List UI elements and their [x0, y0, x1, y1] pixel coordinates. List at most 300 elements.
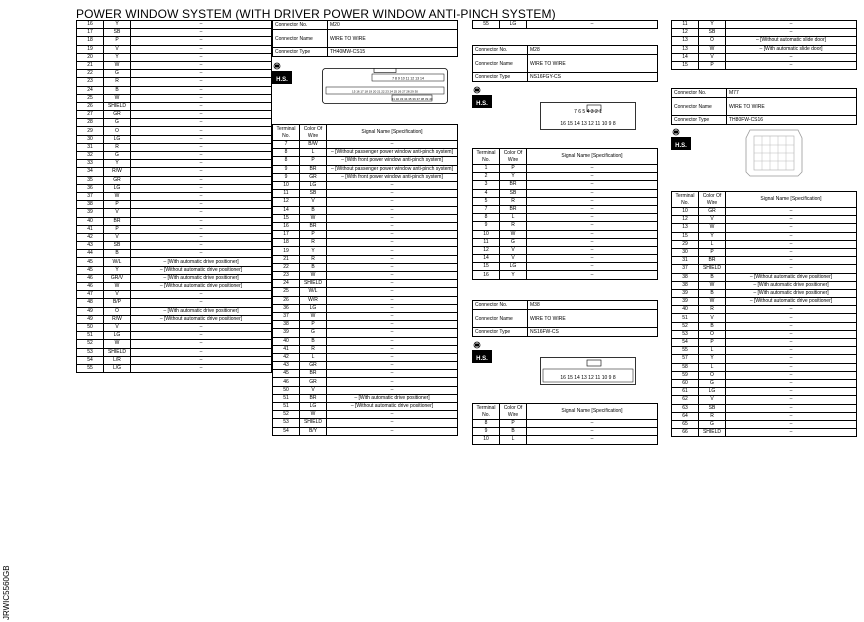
table-row [672, 273, 857, 281]
table-row [77, 152, 272, 160]
terminal-cell: 39 [672, 289, 699, 297]
terminal-cell: 39 [672, 298, 699, 306]
wire-color-cell: G [300, 329, 327, 337]
signal-name-cell: – [131, 37, 272, 45]
table-row [672, 355, 857, 363]
signal-name-cell: – [726, 396, 857, 404]
signal-name-cell: – [327, 386, 458, 394]
signal-name-cell: – [With automatic drive positioner] [327, 394, 458, 402]
m20-no: M20 [328, 21, 458, 30]
signal-name-cell: – [726, 314, 857, 322]
terminal-cell: 40 [672, 306, 699, 314]
terminal-cell: 8 [273, 149, 300, 157]
terminal-cell: 46 [77, 283, 104, 291]
connector-info-m77: Connector No. M77 Connector Name WIRE TO WIRE Connector Type TH80FW-CS16 [671, 88, 857, 125]
signal-name-cell: – [131, 348, 272, 356]
table-row [273, 272, 458, 280]
terminal-cell: 49 [77, 315, 104, 323]
terminal-cell: 15 [672, 61, 699, 69]
wire-color-cell: SB [500, 189, 527, 197]
signal-name-cell: – [327, 304, 458, 312]
signal-name-cell: – [327, 427, 458, 435]
table-row [273, 370, 458, 378]
table-row [273, 231, 458, 239]
signal-name-cell: – [527, 197, 658, 205]
table-row [672, 404, 857, 412]
signal-name-cell: – [327, 370, 458, 378]
signal-name-cell: – [131, 102, 272, 110]
table-row [77, 70, 272, 78]
table-row [77, 160, 272, 168]
terminal-cell: 29 [77, 127, 104, 135]
signal-name-cell: – [726, 355, 857, 363]
signal-name-cell: – [With automatic slide door] [726, 45, 857, 53]
terminal-cell: 31 [672, 257, 699, 265]
m20-pins-row2: 15 16 17 18 19 20 21 22 23 24 25 26 27 28 29 30 [352, 89, 418, 94]
column-header: Signal Name [Specification] [527, 149, 658, 165]
signal-name-cell: – [327, 263, 458, 271]
wire-color-cell: SHIELD [699, 265, 726, 273]
terminal-cell: 52 [273, 411, 300, 419]
signal-name-cell: – [With automatic drive positioner] [131, 307, 272, 315]
terminal-cell: 23 [273, 272, 300, 280]
terminal-cell: 31 [77, 143, 104, 151]
page-code: JRWIC5560GB [2, 565, 11, 620]
signal-name-cell: – [327, 329, 458, 337]
signal-name-cell: – [131, 299, 272, 307]
terminal-cell: 57 [672, 355, 699, 363]
wire-color-cell: R [300, 255, 327, 263]
terminal-cell: 13 [672, 37, 699, 45]
wire-color-cell: W [104, 61, 131, 69]
terminal-cell: 14 [273, 206, 300, 214]
wire-color-cell: Y [699, 21, 726, 29]
signal-name-cell: – [327, 214, 458, 222]
table-row [672, 45, 857, 53]
wire-color-cell: G [500, 238, 527, 246]
table-row [473, 222, 658, 230]
terminal-cell: 17 [77, 29, 104, 37]
wire-color-cell: SHIELD [300, 419, 327, 427]
table-row [672, 232, 857, 240]
table-row [273, 222, 458, 230]
wire-color-cell: W/L [104, 258, 131, 266]
signal-name-cell: – [131, 340, 272, 348]
signal-name-cell: – [327, 353, 458, 361]
table-row [672, 224, 857, 232]
table-row [77, 127, 272, 135]
terminal-cell: 20 [77, 53, 104, 61]
signal-name-cell: – [726, 404, 857, 412]
table-row [77, 78, 272, 86]
wire-color-cell: O [699, 371, 726, 379]
wire-color-cell: SB [300, 190, 327, 198]
terminal-cell: 9 [473, 222, 500, 230]
terminal-cell: 7 [273, 141, 300, 149]
wire-color-cell: Y [699, 355, 726, 363]
table-row [672, 61, 857, 69]
wire-color-cell: L [699, 347, 726, 355]
table-row [77, 348, 272, 356]
terminal-cell: 8 [473, 214, 500, 222]
svg-text:H.S.: H.S. [476, 101, 488, 107]
table-row [672, 289, 857, 297]
signal-name-cell: – [726, 265, 857, 273]
terminal-table-col1 [76, 20, 272, 373]
signal-name-cell: – [726, 363, 857, 371]
wire-color-cell: W [300, 312, 327, 320]
terminal-cell: 8 [473, 420, 500, 428]
wire-color-cell: P [300, 157, 327, 165]
table-row [672, 412, 857, 420]
signal-name-cell: – [327, 198, 458, 206]
table-row [77, 192, 272, 200]
wire-color-cell: BR [300, 222, 327, 230]
table-row [77, 315, 272, 323]
signal-name-cell: – [131, 86, 272, 94]
wire-color-cell: P [104, 225, 131, 233]
wire-color-cell: W [300, 411, 327, 419]
table-row [273, 304, 458, 312]
signal-name-cell: – [726, 339, 857, 347]
terminal-cell: 36 [77, 184, 104, 192]
signal-name-cell: – [726, 208, 857, 216]
terminal-cell: 1 [473, 165, 500, 173]
terminal-cell: 63 [672, 404, 699, 412]
terminal-cell: 47 [77, 291, 104, 299]
column-header: Terminal No. [473, 404, 500, 420]
signal-name-cell: – [327, 296, 458, 304]
terminal-cell: 41 [77, 225, 104, 233]
wire-color-cell: V [699, 216, 726, 224]
signal-name-cell: – [527, 420, 658, 428]
terminal-cell: 26 [273, 296, 300, 304]
table-row [273, 173, 458, 181]
terminal-cell: 51 [273, 394, 300, 402]
wire-color-cell: W [104, 283, 131, 291]
terminal-cell: 44 [77, 250, 104, 258]
signal-name-cell: – [131, 29, 272, 37]
column-header: Color Of Wire [699, 192, 726, 208]
wire-color-cell: W [300, 272, 327, 280]
wire-color-cell: SHIELD [104, 348, 131, 356]
wire-color-cell: P [104, 37, 131, 45]
signal-name-cell: – [131, 332, 272, 340]
signal-name-cell: – [131, 233, 272, 241]
wire-color-cell: L [300, 353, 327, 361]
terminal-cell: 50 [273, 386, 300, 394]
signal-name-cell: – [327, 419, 458, 427]
signal-name-cell: – [726, 420, 857, 428]
table-row [77, 356, 272, 364]
label-connector-type: Connector Type [273, 48, 328, 57]
wire-color-cell: P [699, 248, 726, 256]
table-row [672, 29, 857, 37]
signal-name-cell: – [726, 61, 857, 69]
signal-name-cell: – [Without automatic drive positioner] [131, 266, 272, 274]
table-row [273, 255, 458, 263]
wire-color-cell: B [500, 428, 527, 436]
wire-color-cell: W [500, 230, 527, 238]
wire-color-cell: SB [104, 29, 131, 37]
wire-color-cell: V [500, 246, 527, 254]
wire-color-cell: L [699, 240, 726, 248]
signal-name-cell: – [726, 53, 857, 61]
wire-color-cell: V [300, 198, 327, 206]
table-row [672, 298, 857, 306]
signal-name-cell: – [527, 222, 658, 230]
signal-name-cell: – [327, 312, 458, 320]
table-row [77, 250, 272, 258]
terminal-cell: 10 [473, 230, 500, 238]
terminal-table-col3-top [472, 20, 658, 29]
wire-color-cell: R [500, 222, 527, 230]
table-row [77, 299, 272, 307]
table-row [672, 265, 857, 273]
signal-name-cell: – [131, 225, 272, 233]
label-connector-no: Connector No. [273, 21, 328, 30]
wire-color-cell: G [104, 152, 131, 160]
signal-name-cell: – [527, 436, 658, 444]
terminal-table-m28 [472, 148, 658, 280]
table-row [473, 428, 658, 436]
wire-color-cell: B/P [104, 299, 131, 307]
table-row [77, 45, 272, 53]
signal-name-cell: – [With front power window anti-pinch system] [327, 157, 458, 165]
wire-color-cell: GR [104, 176, 131, 184]
table-row [77, 209, 272, 217]
m38-no: M38 [528, 301, 658, 310]
terminal-cell: 37 [273, 312, 300, 320]
table-row [473, 420, 658, 428]
terminal-cell: 51 [672, 314, 699, 322]
signal-name-cell: – [With automatic drive positioner] [726, 289, 857, 297]
terminal-table-m38 [472, 403, 658, 445]
table-row [473, 238, 658, 246]
wire-color-cell: P [699, 339, 726, 347]
column-header: Terminal No. [473, 149, 500, 165]
wire-color-cell: B [104, 86, 131, 94]
table-row [77, 283, 272, 291]
signal-name-cell: – [131, 192, 272, 200]
terminal-cell: 13 [672, 224, 699, 232]
terminal-cell: 19 [273, 247, 300, 255]
wire-color-cell: W [104, 340, 131, 348]
wire-color-cell: LG [699, 388, 726, 396]
table-row [77, 258, 272, 266]
table-header-row [672, 192, 857, 208]
terminal-cell: 11 [672, 21, 699, 29]
column-header: Color Of Wire [500, 149, 527, 165]
wire-color-cell: GR [300, 173, 327, 181]
table-row [77, 233, 272, 241]
m77-name: WIRE TO WIRE [727, 98, 857, 116]
table-row [77, 184, 272, 192]
table-row [77, 21, 272, 29]
wire-color-cell: V [300, 386, 327, 394]
signal-name-cell: – [527, 165, 658, 173]
signal-name-cell: – [327, 181, 458, 189]
column-header: Signal Name [Specification] [527, 404, 658, 420]
table-row [273, 198, 458, 206]
terminal-cell: 13 [672, 45, 699, 53]
signal-name-cell: – [327, 280, 458, 288]
signal-name-cell: – [131, 176, 272, 184]
wire-color-cell: O [699, 330, 726, 338]
wire-color-cell: LG [300, 181, 327, 189]
wire-color-cell: BR [104, 217, 131, 225]
table-row [672, 371, 857, 379]
wire-color-cell: G [699, 379, 726, 387]
wire-color-cell: R [699, 412, 726, 420]
terminal-cell: 22 [77, 70, 104, 78]
signal-name-cell: – [131, 217, 272, 225]
wire-color-cell: P [699, 61, 726, 69]
table-row [77, 86, 272, 94]
table-row [77, 176, 272, 184]
m28-type: NS16FGY-CS [528, 73, 658, 82]
table-row [473, 436, 658, 444]
signal-name-cell: – [726, 322, 857, 330]
signal-name-cell: – [131, 184, 272, 192]
table-row [473, 21, 658, 29]
signal-name-cell: – [131, 356, 272, 364]
terminal-cell: 15 [672, 232, 699, 240]
terminal-cell: 36 [273, 304, 300, 312]
signal-name-cell: – [131, 78, 272, 86]
table-row [77, 61, 272, 69]
table-row [273, 239, 458, 247]
signal-name-cell: – [527, 238, 658, 246]
wire-color-cell: Y [104, 53, 131, 61]
terminal-cell: 27 [77, 111, 104, 119]
terminal-cell: 9 [273, 165, 300, 173]
terminal-cell: 37 [672, 265, 699, 273]
terminal-cell: 41 [273, 345, 300, 353]
wire-color-cell: GR [104, 111, 131, 119]
wire-color-cell: B [699, 289, 726, 297]
wire-color-cell: R [300, 345, 327, 353]
terminal-cell: 30 [77, 135, 104, 143]
hs-icon [472, 86, 492, 108]
terminal-cell: 10 [672, 208, 699, 216]
terminal-cell: 22 [273, 263, 300, 271]
terminal-cell: 15 [273, 214, 300, 222]
terminal-cell: 12 [273, 198, 300, 206]
table-row [77, 111, 272, 119]
terminal-cell: 14 [473, 255, 500, 263]
signal-name-cell: – [327, 272, 458, 280]
signal-name-cell: – [327, 247, 458, 255]
table-row [273, 247, 458, 255]
signal-name-cell: – [726, 371, 857, 379]
wire-color-cell: R [699, 306, 726, 314]
terminal-cell: 50 [77, 323, 104, 331]
signal-name-cell: – [131, 94, 272, 102]
table-row [273, 321, 458, 329]
terminal-cell: 48 [77, 299, 104, 307]
wire-color-cell: W [104, 94, 131, 102]
terminal-cell: 12 [672, 216, 699, 224]
m28-connector-diagram [540, 102, 636, 130]
signal-name-cell: – [327, 255, 458, 263]
table-row [672, 21, 857, 29]
connector-info-m38: Connector No. M38 Connector Name WIRE TO WIRE Connector Type NS16FW-CS [472, 300, 658, 337]
wire-color-cell: B [300, 206, 327, 214]
connector-info-m20 [272, 20, 458, 57]
wire-color-cell: Y [300, 247, 327, 255]
signal-name-cell: – [131, 70, 272, 78]
terminal-cell: 18 [77, 37, 104, 45]
table-row [672, 257, 857, 265]
terminal-cell: 9 [473, 428, 500, 436]
signal-name-cell: – [327, 222, 458, 230]
table-row [77, 94, 272, 102]
m20-pins-top: 7 8 9 10 11 12 13 14 [392, 76, 424, 81]
table-row [672, 363, 857, 371]
signal-name-cell: – [327, 362, 458, 370]
m28-pins-top: 7 6 5 4 3 2 1 [574, 109, 602, 115]
signal-name-cell: – [726, 29, 857, 37]
signal-name-cell: – [131, 209, 272, 217]
terminal-cell: 49 [77, 307, 104, 315]
wire-color-cell: V [699, 396, 726, 404]
wire-color-cell: GR [300, 378, 327, 386]
terminal-cell: 46 [77, 274, 104, 282]
table-row [273, 378, 458, 386]
terminal-cell: 16 [473, 271, 500, 279]
table-row [672, 339, 857, 347]
terminal-cell: 40 [77, 217, 104, 225]
signal-name-cell: – [726, 388, 857, 396]
signal-name-cell: – [131, 364, 272, 372]
signal-name-cell: – [131, 119, 272, 127]
table-row [473, 271, 658, 279]
table-row [77, 201, 272, 209]
wire-color-cell: LG [300, 304, 327, 312]
wire-color-cell: V [500, 255, 527, 263]
table-header-row [473, 404, 658, 420]
terminal-cell: 62 [672, 396, 699, 404]
table-row [672, 429, 857, 437]
wire-color-cell: B [699, 322, 726, 330]
wire-color-cell: L [500, 214, 527, 222]
terminal-cell: 11 [273, 190, 300, 198]
m20-type: TH40MW-CS15 [328, 48, 458, 57]
page-title: POWER WINDOW SYSTEM (WITH DRIVER POWER WINDOW ANTI-PINCH SYSTEM) [76, 7, 556, 21]
m28-pins-bot: 16 15 14 13 12 11 10 9 8 [560, 121, 616, 127]
table-row [273, 329, 458, 337]
terminal-cell: 4 [473, 189, 500, 197]
label-connector-name: Connector Name [273, 30, 328, 48]
signal-name-cell: – [527, 189, 658, 197]
table-row [273, 288, 458, 296]
signal-name-cell: – [131, 152, 272, 160]
wire-color-cell: Y [500, 271, 527, 279]
table-row [473, 181, 658, 189]
wire-color-cell: W [104, 192, 131, 200]
terminal-cell: 15 [473, 263, 500, 271]
wire-color-cell: V [104, 209, 131, 217]
signal-name-cell: – [Without automatic slide door] [726, 37, 857, 45]
terminal-cell: 45 [77, 258, 104, 266]
column-header: Signal Name [Specification] [726, 192, 857, 208]
wire-color-cell: R/W [104, 315, 131, 323]
wire-color-cell: B/W [300, 141, 327, 149]
table-row [473, 165, 658, 173]
wire-color-cell: R/W [104, 168, 131, 176]
hs-label: H.S. [276, 77, 288, 83]
